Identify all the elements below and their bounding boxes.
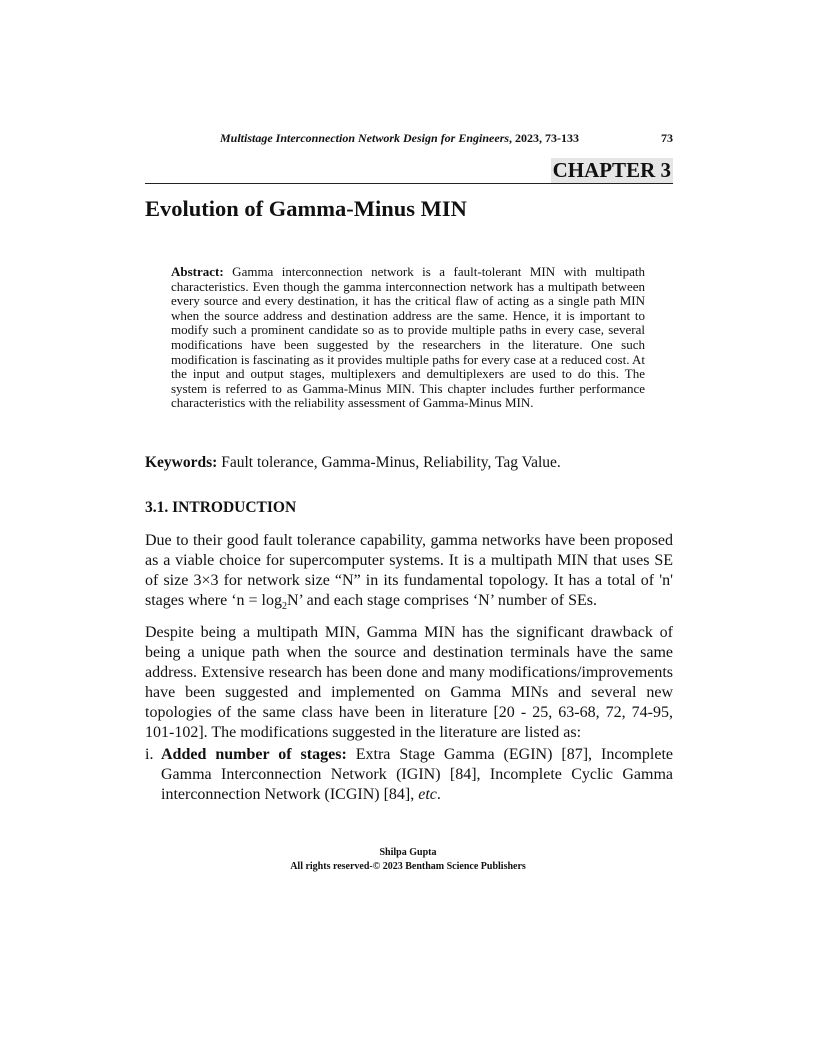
abstract-text: Gamma interconnection network is a fault-tolerant MIN with multipath characteristics. Even though the gamma interconnection network has a multipath between every source and every destination, it has the critical flaw of acting as a single path MIN when the source address and destination address are the same. Hence, it is important to modify such a prominent candidate so as to provide multiple paths in every case, several modifications have been suggested by the researchers in the literature. One such modification is fascinating as it provides multiple paths for every case at a reduced cost. At the input and output stages, multiplexers and demultiplexers are used to do this. The system is referred to as Gamma-Minus MIN. This chapter includes further performance characteristics with the reliability assessment of Gamma-Minus MIN. [171, 264, 645, 411]
keywords-text: Fault tolerance, Gamma-Minus, Reliability, Tag Value. [217, 454, 561, 471]
p1-subscript: 2 [281, 601, 287, 613]
list-number: i. [145, 746, 154, 763]
chapter-label: CHAPTER 3 [552, 158, 671, 182]
running-head-title [220, 131, 579, 146]
list-etc: etc [418, 786, 437, 803]
modification-list [145, 745, 673, 805]
book-title: Multistage Interconnection Network Design for Engineers [220, 131, 510, 145]
list-end: . [436, 786, 441, 803]
intro-paragraph-1 [145, 531, 673, 611]
list-text: Extra Stage Gamma (EGIN) [87], Incomplete Gamma Interconnection Network (IGIN) [84], Incomplete Cyclic Gamma interconnection Network (ICGIN) [84], [161, 746, 674, 803]
footer-rights: All rights reserved-© 2023 Bentham Science Publishers [290, 861, 526, 872]
p1-text-end: N’ and each stage comprises ‘N’ number of SEs. [286, 592, 597, 609]
list-body [161, 745, 673, 805]
page-number: 73 [661, 131, 673, 145]
header-rule [145, 183, 673, 184]
keywords [145, 454, 673, 472]
footer-author: Shilpa Gupta [379, 847, 437, 858]
abstract [171, 265, 645, 411]
list-item [145, 745, 673, 805]
abstract-label: Abstract: [171, 264, 224, 279]
intro-paragraph-2: Despite being a multipath MIN, Gamma MIN has the significant drawback of being a unique path when the source and destination terminals have the same address. Extensive research has been done and many modifications/improvements have been suggested and implemented on Gamma MINs and several new topologies of the same class have been in literature [20 - 25, 63-68, 72, 74-95, 101-102]. The modifications suggested in the literature are listed as: [145, 624, 673, 741]
keywords-label: Keywords: [145, 454, 218, 471]
book-details: , 2023, 73-133 [509, 131, 580, 145]
footer [0, 846, 816, 874]
p1-text: Due to their good fault tolerance capability, gamma networks have been proposed as a viable choice for supercomputer systems. It is a multipath MIN that uses SE of size 3×3 for network size “N” in its fundamental topology. It has a total of 'n' stages where ‘n = log [145, 532, 673, 609]
list-label: Added number of stages: [161, 746, 347, 763]
chapter-title: Evolution of Gamma-Minus MIN [145, 196, 467, 221]
section-heading: 3.1. INTRODUCTION [145, 499, 297, 516]
